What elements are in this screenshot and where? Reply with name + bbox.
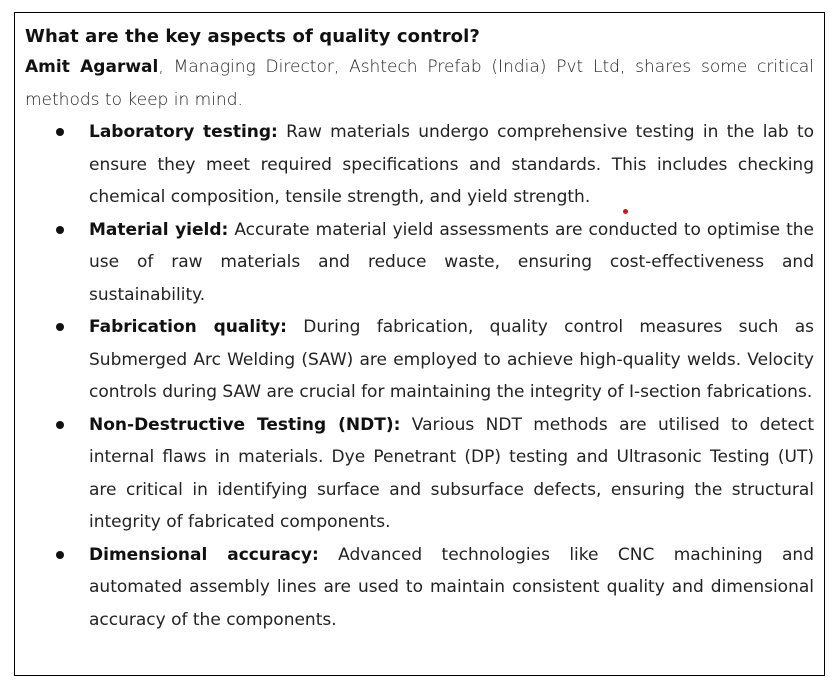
intro-text: , Managing Director, Ashtech Prefab (India) Pvt Ltd, shares some critical methods to keep in mind. bbox=[25, 57, 814, 110]
quality-control-box bbox=[14, 12, 825, 676]
item-heading: Dimensional accuracy: bbox=[89, 544, 319, 565]
author-name: Amit Agarwal bbox=[25, 57, 159, 77]
item-text: Advanced technologies like CNC machining and automated assembly lines are used to maintain consistent quality and dimensional accuracy of the components. bbox=[89, 544, 814, 630]
aspects-list bbox=[25, 116, 814, 636]
list-item-laboratory-testing bbox=[89, 116, 814, 214]
intro-paragraph bbox=[25, 51, 814, 116]
item-text: Various NDT methods are utilised to detect internal flaws in materials. Dye Penetrant (DP) testing and Ultrasonic Testing (UT) are critical in identifying surface and subsurface defects, ensuring the structural integrity of fabricated components. bbox=[89, 414, 814, 532]
item-text: Raw materials undergo comprehensive testing in the lab to ensure they meet required specifications and standards. This includes checking chemical composition, tensile strength, and yield strength. bbox=[89, 122, 815, 207]
box-title: What are the key aspects of quality control? bbox=[25, 26, 480, 47]
list-item-ndt bbox=[89, 409, 814, 539]
item-text: Accurate material yield assessments are conducted to optimise the use of raw materials and reduce waste, ensuring cost-effectiveness and sustainability. bbox=[89, 219, 814, 305]
list-item-fabrication-quality bbox=[89, 311, 814, 409]
list-item-material-yield bbox=[89, 214, 814, 312]
item-text: During fabrication, quality control measures such as Submerged Arc Welding (SAW) are employed to achieve high-quality welds. Velocity controls during SAW are crucial for maintaining the integrity of I-section fabrications. bbox=[89, 317, 815, 402]
item-heading: Fabrication quality: bbox=[89, 317, 287, 337]
item-heading: Laboratory testing: bbox=[89, 122, 278, 142]
list-item-dimensional-accuracy bbox=[89, 539, 814, 637]
item-heading: Material yield: bbox=[89, 219, 229, 240]
cursor-marker-dot bbox=[623, 209, 628, 214]
item-heading: Non-Destructive Testing (NDT): bbox=[89, 414, 401, 435]
